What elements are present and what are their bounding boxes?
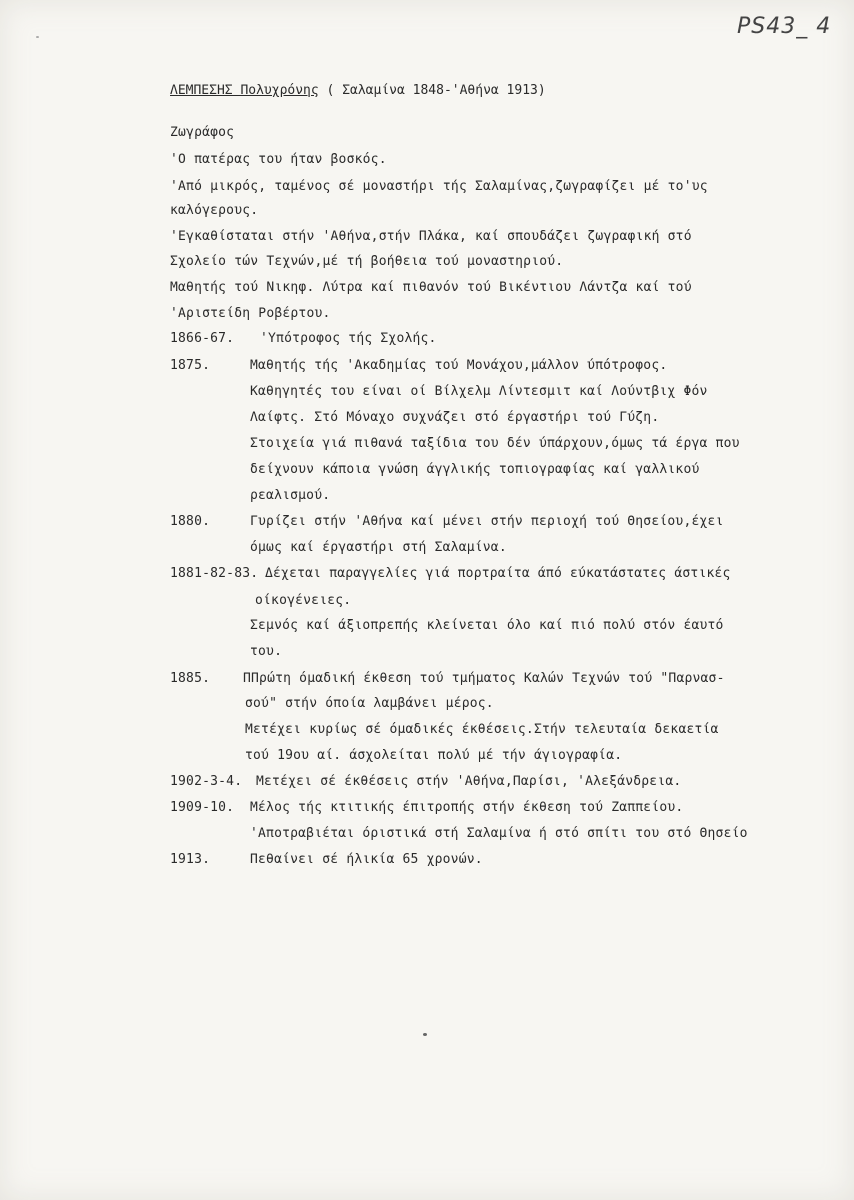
entry-line: τού 19ου αί. άσχολείται πολύ μέ τήν άγιογραφία. — [245, 748, 623, 763]
title-rest: ( Σαλαμίνα 1848-'Αθήνα 1913) — [318, 83, 546, 98]
entry-date: 1902-3-4. — [170, 774, 243, 789]
entry-line: Μετέχει κυρίως σέ όμαδικές έκθέσεις.Στήν τελευταία δεκαετία — [245, 722, 719, 737]
intro-line: Μαθητής τού Νικηφ. Λύτρα καί πιθανόν τού Βικέντιου Λάντζα καί τού — [170, 280, 692, 295]
entry-line: ΠΠρώτη όμαδική έκθεση τού τμήματος Καλών Τεχνών τού "Παρνασ- — [243, 671, 725, 686]
entry-line: Μέλος τής κτιτικής έπιτροπής στήν έκθεση τού Ζαππείου. — [250, 800, 684, 815]
entry-date: 1881-82-83. — [170, 566, 259, 581]
entry-line: σού" στήν όποία λαμβάνει μέρος. — [245, 696, 494, 711]
entry-date: 1880. — [170, 514, 211, 529]
archive-annotation: PS43_ 4 — [737, 14, 832, 39]
entry-date: 1866-67. — [170, 331, 235, 346]
intro-line: 'Ο πατέρας του ήταν βοσκός. — [170, 152, 387, 167]
intro-line: Ζωγράφος — [170, 125, 235, 140]
entry-line: του. — [250, 644, 283, 659]
entry-line: Δέχεται παραγγελίες γιά πορτραίτα άπό εύκατάστατες άστικές — [265, 566, 731, 581]
entry-line: Πεθαίνει σέ ήλικία 65 χρονών. — [250, 852, 483, 867]
entry-line: 'Αποτραβιέται όριστικά στή Σαλαμίνα ή στό σπίτι του στό Θησείο — [250, 826, 748, 841]
paper-speck — [423, 1033, 427, 1036]
intro-line: 'Από μικρός, ταμένος σέ μοναστήρι τής Σαλαμίνας,ζωγραφίζει μέ το'υς — [170, 179, 708, 194]
entry-line: δείχνουν κάποια γνώση άγγλικής τοπιογραφίας καί γαλλικού — [250, 462, 700, 477]
intro-line: 'Εγκαθίσταται στήν 'Αθήνα,στήν Πλάκα, καί σπουδάζει ζωγραφική στό — [170, 229, 692, 244]
intro-line: 'Αριστείδη Ροβέρτου. — [170, 306, 331, 321]
entry-line: Μαθητής τής 'Ακαδημίας τού Μονάχου,μάλλον ύπότροφος. — [250, 358, 668, 373]
entry-date: 1913. — [170, 852, 211, 867]
entry-line: Μετέχει σέ έκθέσεις στήν 'Αθήνα,Παρίσι, 'Αλεξάνδρεια. — [256, 774, 682, 789]
page-title — [170, 83, 546, 98]
entry-line: Στοιχεία γιά πιθανά ταξίδια του δέν ύπάρχουν,όμως τά έργα που — [250, 436, 740, 451]
intro-line: Σχολείο τών Τεχνών,μέ τή βοήθεια τού μοναστηριού. — [170, 254, 564, 269]
entry-date: 1909-10. — [170, 800, 235, 815]
entry-line: Γυρίζει στήν 'Αθήνα καί μένει στήν περιοχή τού Θησείου,έχει — [250, 514, 724, 529]
entry-line: Λαίφτς. Στό Μόναχο συχνάζει στό έργαστήρι τού Γύζη. — [250, 410, 660, 425]
entry-line: Σεμνός καί άξιοπρεπής κλείνεται όλο καί πιό πολύ στόν έαυτό — [250, 618, 724, 633]
entry-date: 1875. — [170, 358, 211, 373]
entry-line: Καθηγητές του είναι οί Βίλχελμ Λίντεσμιτ καί Λούντβιχ Φόν — [250, 384, 708, 399]
title-name: ΛΕΜΠΕΣΗΣ Πολυχρόνης — [170, 83, 319, 98]
entry-line: ρεαλισμού. — [250, 488, 331, 503]
entry-line: 'Υπότροφος τής Σχολής. — [260, 331, 437, 346]
paper-speck — [36, 36, 39, 38]
entry-date: 1885. — [170, 671, 211, 686]
intro-line: καλόγερους. — [170, 203, 259, 218]
entry-line: όμως καί έργαστήρι στή Σαλαμίνα. — [250, 540, 507, 555]
entry-line: οίκογένειες. — [255, 593, 352, 608]
